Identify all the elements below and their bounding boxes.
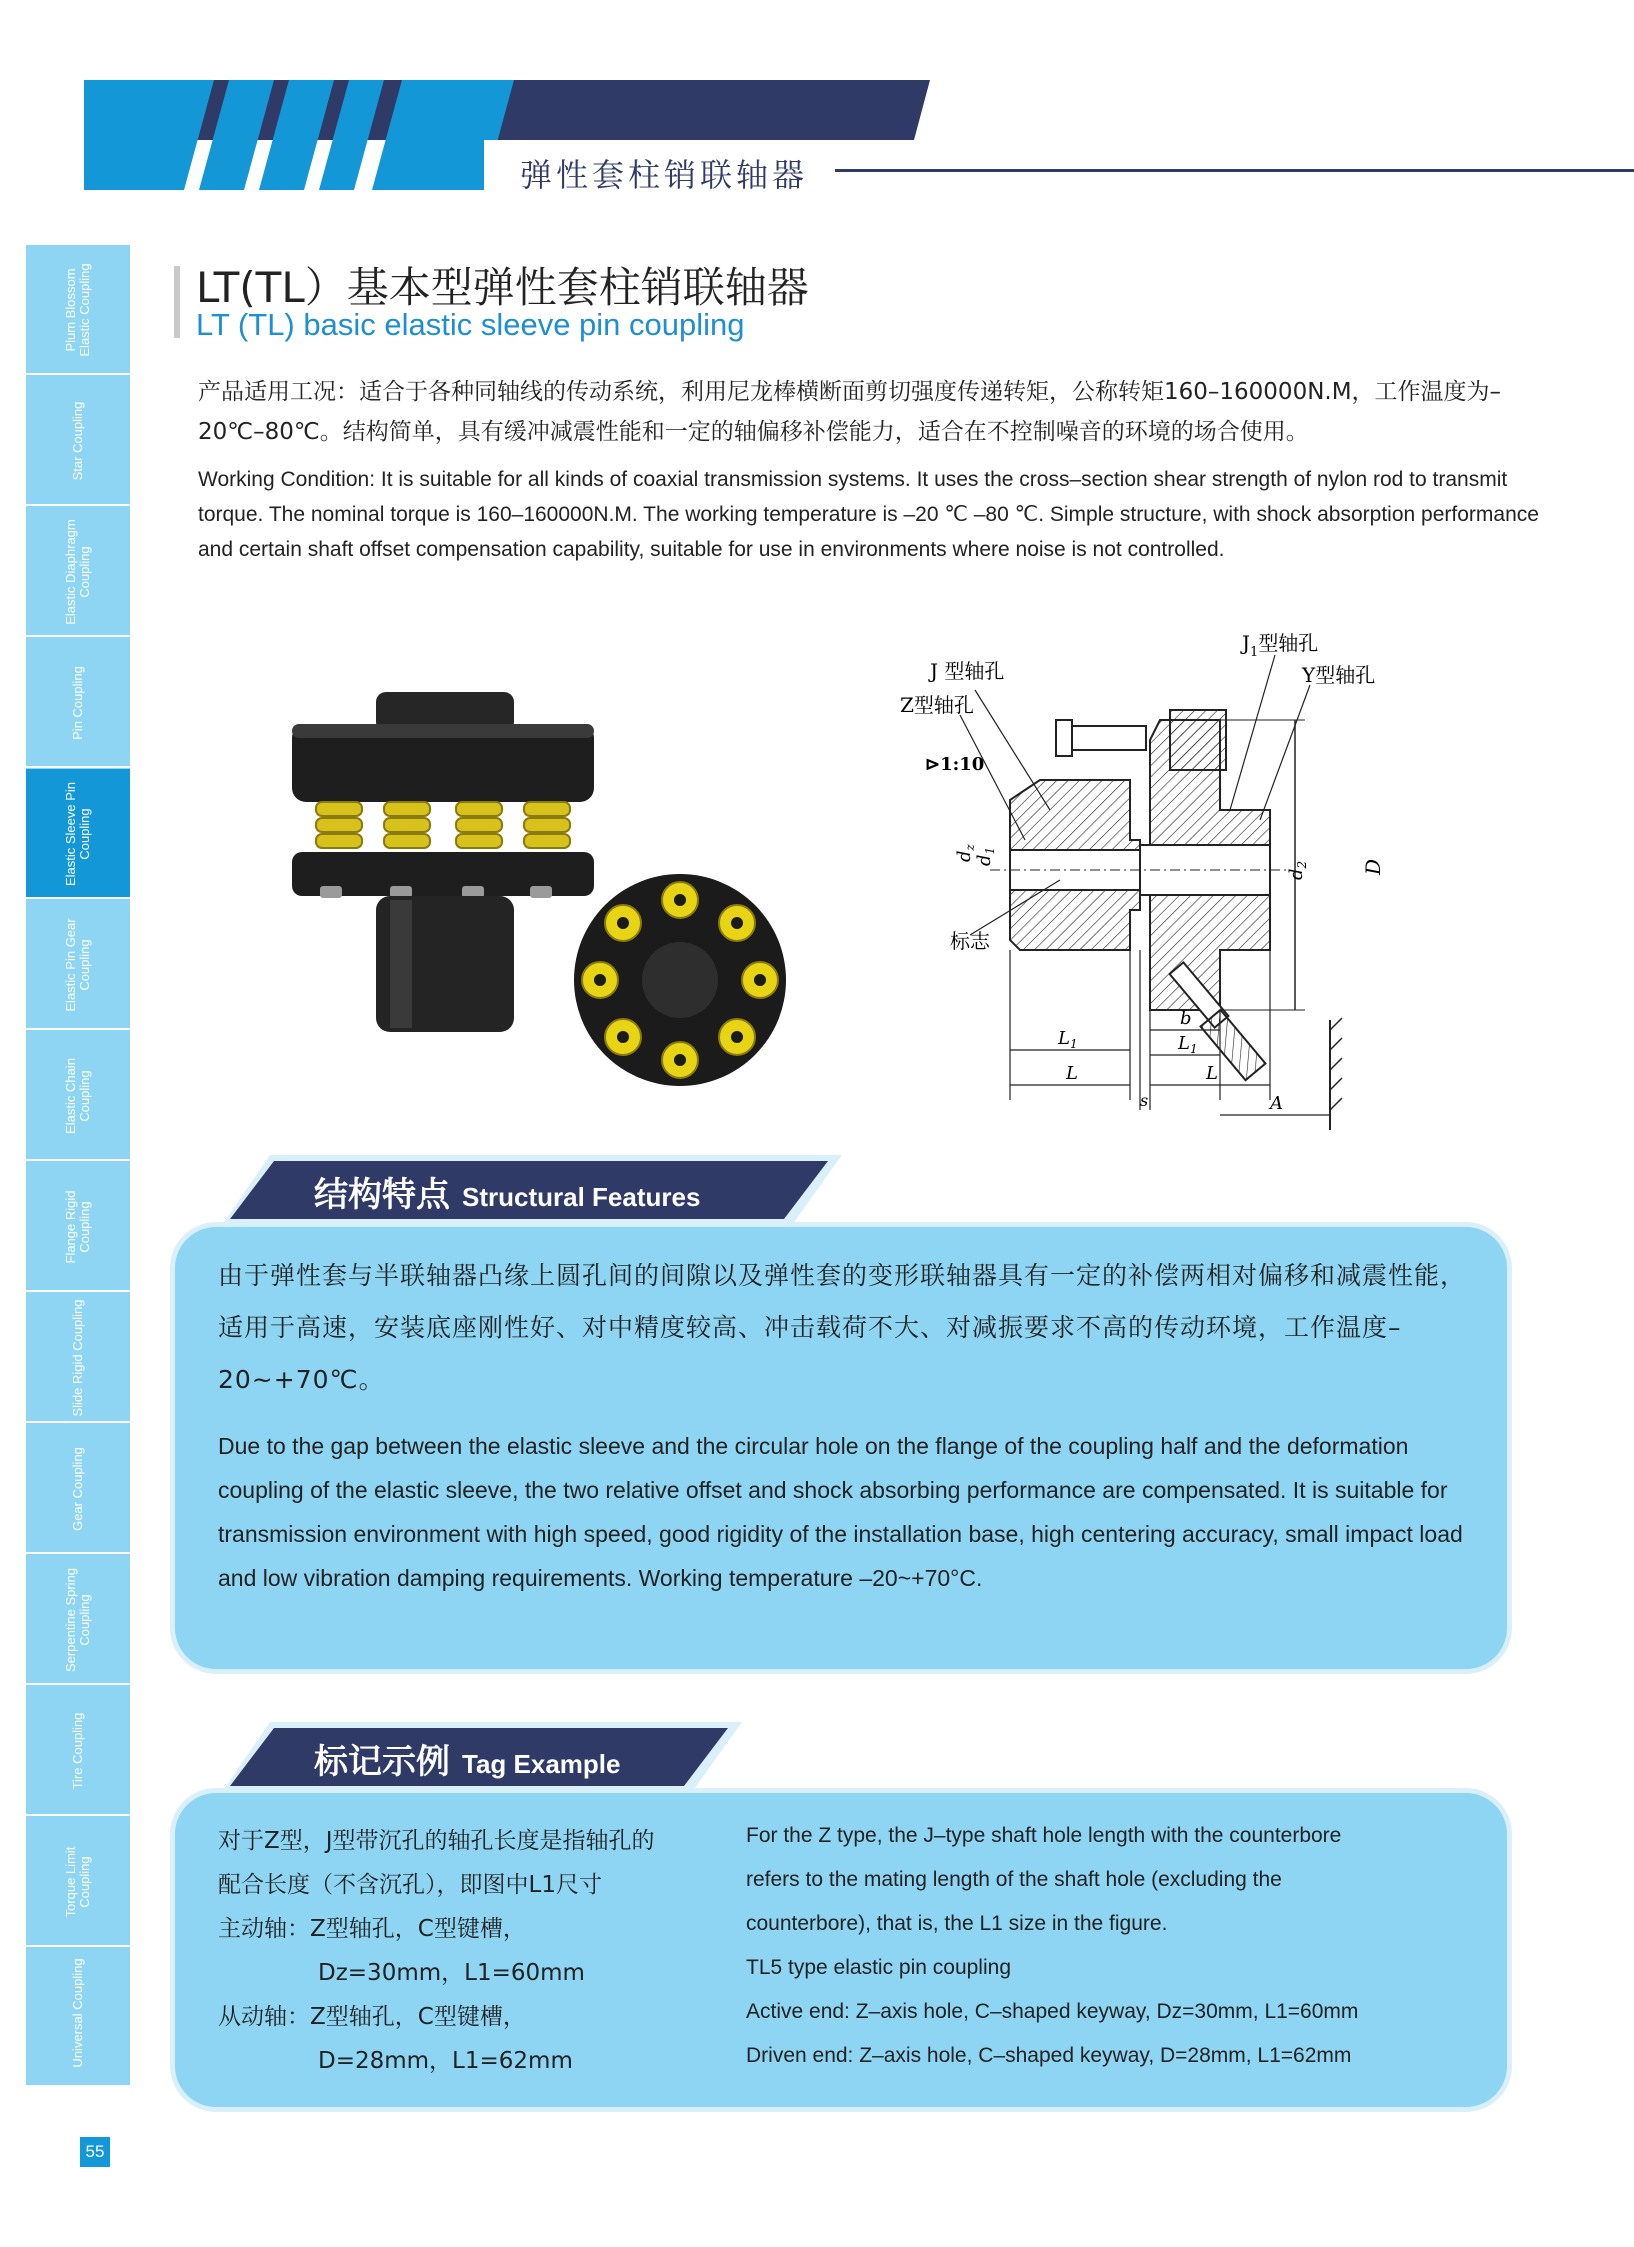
sidebar-item-label: Elastic Sleeve Pin Coupling	[63, 781, 92, 887]
product-photo	[280, 680, 800, 1100]
product-title-cn: LT(TL）基本型弹性套柱销联轴器	[196, 263, 809, 312]
category-sidebar	[26, 245, 130, 2085]
drawing-label-b: b	[1180, 1008, 1192, 1029]
sidebar-item-universal[interactable]	[26, 1948, 130, 2078]
tag-cn-line: D=28mm，L1=62mm	[318, 2048, 573, 2074]
sidebar-item-label: Star Coupling	[70, 401, 85, 481]
sidebar-item-tire[interactable]	[26, 1686, 130, 1816]
sidebar-item-label: Gear Coupling	[70, 1447, 85, 1531]
sidebar-item-flange-rigid[interactable]	[26, 1162, 130, 1292]
sidebar-item-slide-rigid[interactable]	[26, 1293, 130, 1423]
sidebar-item-serpentine-spring[interactable]	[26, 1555, 130, 1685]
tag-cn-line: 配合长度（不含沉孔），即图中L1尺寸	[218, 1872, 602, 1898]
heading-text	[314, 1167, 700, 1216]
tag-en-line: For the Z type, the J–type shaft hole length with the counterbore	[746, 1824, 1342, 1847]
drawing-label-y-hole: Y型轴孔	[1302, 663, 1376, 687]
drawing-label-taper: ⊳1:10	[925, 754, 985, 775]
heading-cn: 结构特点	[314, 1175, 450, 1215]
drawing-label-d2: $d_2$	[1286, 860, 1309, 880]
header-title: 弹性套柱销联轴器	[520, 156, 809, 194]
sidebar-item-elastic-chain[interactable]	[26, 1031, 130, 1161]
heading-cn: 标记示例	[314, 1742, 450, 1782]
drawing-label-L-left: L	[1066, 1063, 1078, 1084]
sidebar-item-label: Serpentine Spring Coupling	[63, 1567, 92, 1673]
drawing-label-L1-left: $L_1$	[1058, 1028, 1078, 1051]
sidebar-item-label: Elastic Diaphragm Coupling	[63, 519, 92, 625]
heading-en: Structural Features	[462, 1182, 701, 1212]
sidebar-item-label: Tire Coupling	[70, 1712, 85, 1790]
tag-en-line: Driven end: Z–axis hole, C–shaped keyway, D=28mm, L1=62mm	[746, 2044, 1352, 2067]
sidebar-item-label: Torque Limit Coupling	[63, 1846, 92, 1918]
tag-cn-line: Dz=30mm，L1=60mm	[318, 1960, 585, 1986]
sidebar-item-label: Elastic Pin Gear Coupling	[63, 918, 92, 1012]
sidebar-item-elastic-sleeve-pin[interactable]	[26, 769, 130, 899]
drawing-label-z-hole: Z型轴孔	[900, 693, 974, 717]
tag-cn-line: 主动轴：Z型轴孔，C型键槽，	[218, 1916, 526, 1942]
title-accent-bar	[174, 266, 180, 338]
features-text-cn: 由于弹性套与半联轴器凸缘上圆孔间的间隙以及弹性套的变形联轴器具有一定的补偿两相对偏移和减震性能，适用于高速，安装底座刚性好、对中精度较高、冲击载荷不大、对减振要求不高的传动环境，工作温度–20~+70℃。	[218, 1261, 1467, 1394]
working-condition-en: Working Condition: It is suitable for all kinds of coaxial transmission systems. It uses the cross–section shear strength of nylon rod to transmit torque. The nominal torque is 160–160000N.M. The working temperature is –20 ℃ –80 ℃. Simple structure, with shock absorption performance and certain shaft offset compensation capability, suitable for use in environments where noise is not controlled.	[198, 468, 1539, 561]
sidebar-item-torque-limit[interactable]	[26, 1817, 130, 1947]
drawing-label-j1-hole: $J_1$型轴孔	[1242, 631, 1319, 660]
tag-en-line: Active end: Z–axis hole, C–shaped keyway, Dz=30mm, L1=60mm	[746, 2000, 1359, 2023]
tag-en-line: refers to the mating length of the shaft hole (excluding the	[746, 1868, 1282, 1891]
tag-en-line: TL5 type elastic pin coupling	[746, 1956, 1011, 1979]
drawing-label-d1: $d_1$	[974, 846, 997, 866]
sidebar-item-label: Elastic Chain Coupling	[63, 1058, 92, 1134]
tag-heading	[222, 1722, 742, 1792]
sidebar-item-label: Universal Coupling	[70, 1958, 85, 2068]
tag-cn-line: 从动轴：Z型轴孔，C型键槽，	[218, 2004, 526, 2030]
sidebar-item-label: Plum Blossom Elastic Coupling	[63, 263, 92, 357]
sidebar-item-elastic-diaphragm[interactable]	[26, 507, 130, 637]
features-heading	[222, 1155, 842, 1225]
product-title-en: LT (TL) basic elastic sleeve pin coupling	[196, 307, 745, 342]
working-condition-cn: 产品适用工况：适合于各种同轴线的传动系统，利用尼龙棒横断面剪切强度传递转矩，公称转矩160–160000N.M，工作温度为–20℃–80℃。结构简单，具有缓冲减震性能和一定的轴偏移补偿能力，适合在不控制噪音的环境的场合使用。	[198, 379, 1502, 445]
sidebar-item-pin[interactable]	[26, 638, 130, 768]
sidebar-item-elastic-pin-gear[interactable]	[26, 900, 130, 1030]
sidebar-item-gear[interactable]	[26, 1424, 130, 1554]
sidebar-item-label: Slide Rigid Coupling	[70, 1299, 85, 1417]
sidebar-item-label: Flange Rigid Coupling	[63, 1190, 92, 1264]
drawing-label-L1-right: $L_1$	[1178, 1033, 1198, 1056]
features-text-en: Due to the gap between the elastic sleeve and the circular hole on the flange of the coupling half and the deformation coupling of the elastic sleeve, the two relative offset and shock absorbing performance are compensated. It is suitable for transmission environment with high speed, good rigidity of the installation base, high centering accuracy, small impact load and low vibration damping requirements. Working temperature –20~+70°C.	[218, 1433, 1463, 1591]
sidebar-item-label: Pin Coupling	[70, 666, 85, 740]
header-rule	[835, 169, 1634, 172]
drawing-label-s: s	[1140, 1091, 1149, 1110]
technical-drawing	[890, 630, 1410, 1140]
page-number: 55	[80, 2137, 110, 2167]
header-banner	[84, 80, 944, 190]
drawing-label-mark: 标志	[950, 929, 990, 953]
drawing-label-L-right: L	[1206, 1063, 1218, 1084]
sidebar-item-star[interactable]	[26, 376, 130, 506]
heading-en: Tag Example	[462, 1749, 621, 1779]
sidebar-item-plum-blossom[interactable]	[26, 245, 130, 375]
tag-en-line: counterbore), that is, the L1 size in the figure.	[746, 1912, 1168, 1935]
drawing-label-j-hole: J 型轴孔	[930, 659, 1005, 683]
drawing-label-dz: $d_z$	[954, 844, 977, 862]
drawing-label-A: A	[1270, 1093, 1283, 1114]
heading-text	[314, 1734, 620, 1783]
tag-cn-line: 对于Z型，J型带沉孔的轴孔长度是指轴孔的	[218, 1828, 655, 1854]
drawing-label-D: D	[1361, 858, 1385, 875]
